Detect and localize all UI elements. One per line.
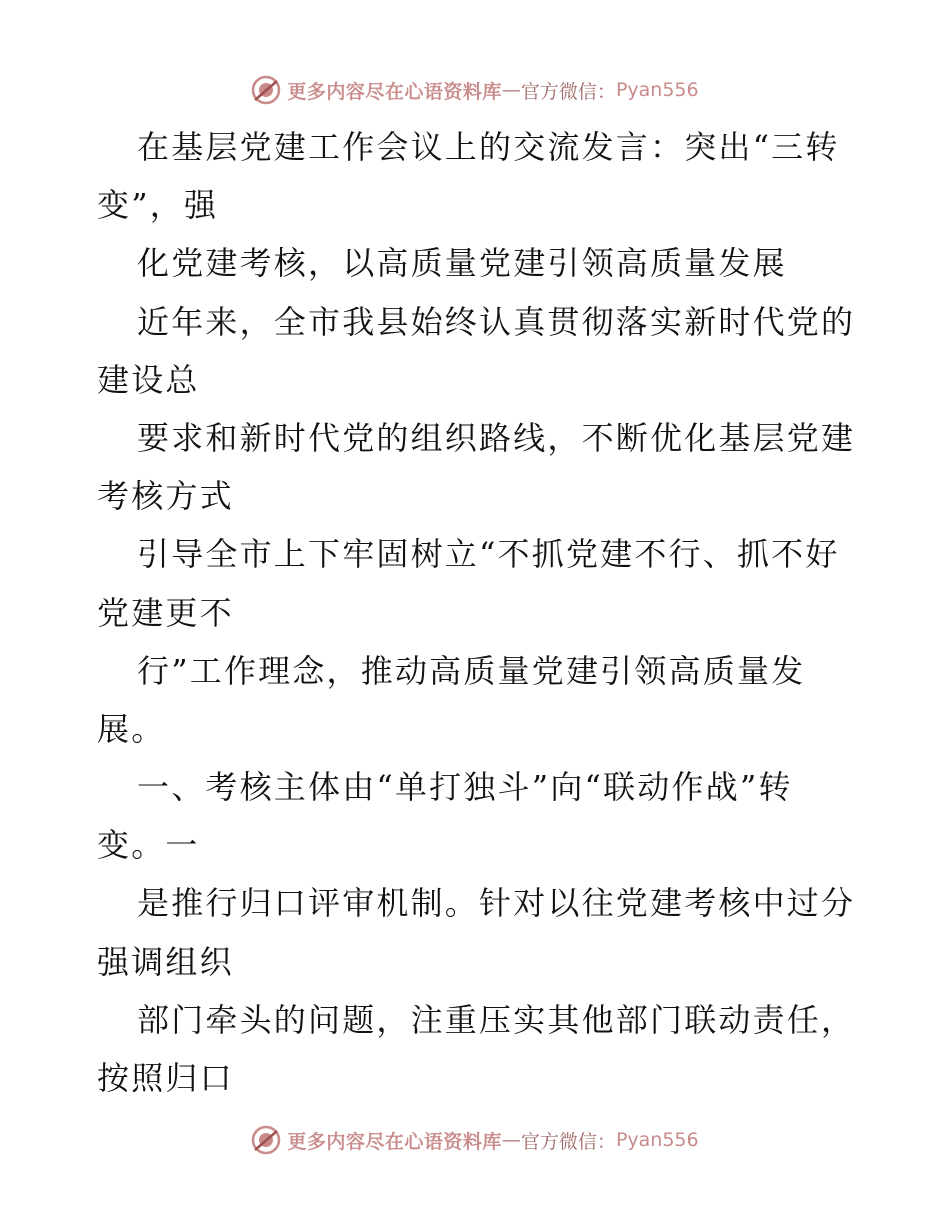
text-line: 近年来，全市我县始终认真贯彻落实新时代党的 [137,302,856,341]
text-line: 是推行归口评审机制。针对以往党建考核中过分 [137,884,856,923]
text-line: 强调组织 [97,942,234,981]
watermark-sub-text: 官方微信： [520,80,616,103]
watermark-sub-text: 官方微信： [520,1130,616,1153]
text-line: 部门牵头的问题，注重压实其他部门联动责任， [137,1000,856,1039]
watermark-separator: — [501,79,521,101]
seal-logo-icon [251,75,281,105]
watermark-wechat-id: Pyan556 [615,79,699,101]
text-line: 按照归口 [97,1059,234,1097]
text-line: 考核方式 [97,477,234,516]
text-line: 在基层党建工作会议上的交流发言：突出“三转 [137,128,840,166]
watermark-separator: — [501,1129,521,1151]
text-line: 展。 [97,709,166,748]
text-line: 行”工作理念，推动高质量党建引领高质量发 [137,651,806,690]
document-body [97,118,857,1107]
watermark-wechat-id: Pyan556 [615,1129,699,1151]
text-line: 要求和新时代党的组织路线，不断优化基层党建 [137,418,856,457]
text-line: 变”，强 [97,186,219,225]
text-line: 化党建考核，以高质量党建引领高质量发展 [137,244,787,283]
text-line: 变。一 [97,826,200,865]
text-line: 引导全市上下牢固树立“不抓党建不行、抓不好 [137,535,840,574]
text-line: 一、考核主体由“单打独斗”向“联动作战”转 [137,768,793,807]
watermark-main-text: 更多内容尽在心语资料库 [287,1130,502,1153]
watermark-footer [0,1120,950,1160]
seal-logo-icon [251,1125,281,1155]
text-line: 建设总 [97,360,200,399]
watermark-header [0,70,950,110]
watermark-main-text: 更多内容尽在心语资料库 [287,80,502,103]
text-line: 党建更不 [97,593,234,632]
